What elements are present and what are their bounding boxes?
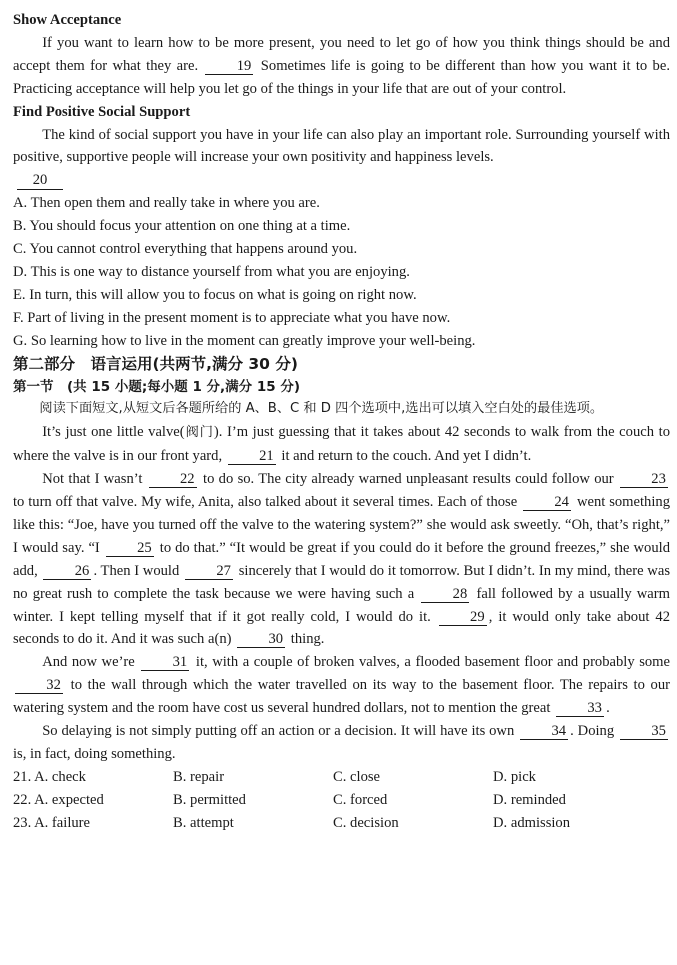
blank-23[interactable]: 23: [620, 471, 668, 488]
option-b: B. You should focus your attention on one thing at a time.: [13, 218, 351, 235]
choice-c[interactable]: C. decision: [333, 814, 399, 831]
choice-d[interactable]: D. pick: [493, 768, 536, 785]
options-list: [13, 192, 670, 352]
choice-c[interactable]: C. close: [333, 768, 381, 785]
choice-b[interactable]: B. attempt: [173, 814, 234, 831]
option-e: E. In turn, this will allow you to focus on what is going on right now.: [13, 286, 417, 303]
choice-a[interactable]: 21. A. check: [13, 768, 86, 785]
blank-33[interactable]: 33: [556, 700, 604, 717]
blank-25[interactable]: 25: [106, 540, 154, 557]
blank-32[interactable]: 32: [15, 677, 63, 694]
blank-22[interactable]: 22: [149, 471, 197, 488]
blank-34[interactable]: 34: [520, 723, 568, 740]
choice-d[interactable]: D. admission: [493, 814, 571, 831]
choice-a[interactable]: 23. A. failure: [13, 814, 91, 831]
section-heading-acceptance: Show Acceptance: [13, 12, 122, 28]
option-g: G. So learning how to live in the moment can greatly improve your well-being.: [13, 332, 476, 349]
blank-24[interactable]: 24: [523, 494, 571, 511]
option-f: F. Part of living in the present moment is to appreciate what you have now.: [13, 309, 451, 326]
paragraph-acceptance: If you want to learn how to be more present, you need to let go of how you think things should be and accept them for what they are. 19 Sometimes life is going to be different than how you want it to be. Practicing acceptance will help you let go of the things in your life that are out of your control.: [13, 34, 670, 97]
question-22: [13, 789, 670, 812]
instruction-text: 阅读下面短文,从短文后各题所给的 A、B、C 和 D 四个选项中,选出可以填入空白处的最佳选项。: [39, 401, 604, 417]
choice-a[interactable]: 22. A. expected: [13, 791, 104, 808]
blank-26[interactable]: 26: [43, 563, 91, 580]
section-one-title: 第一节 (共 15 小题;每小题 1 分,满分 15 分): [13, 378, 301, 395]
option-d: D. This is one way to distance yourself from what you are enjoying.: [13, 263, 410, 280]
blank-29[interactable]: 29: [439, 609, 487, 626]
section-heading-social-support: Find Positive Social Support: [13, 103, 191, 120]
choice-b[interactable]: B. repair: [173, 768, 225, 785]
option-c: C. You cannot control everything that happens around you.: [13, 241, 358, 258]
choice-b[interactable]: B. permitted: [173, 791, 246, 808]
question-21: [13, 766, 670, 789]
blank-31[interactable]: 31: [141, 654, 189, 671]
question-list: [13, 766, 670, 835]
choice-d[interactable]: D. reminded: [493, 791, 566, 808]
part-two-title: 第二部分 语言运用(共两节,满分 30 分): [13, 354, 298, 373]
exam-page: [13, 0, 670, 835]
blank-20[interactable]: 20: [17, 171, 63, 190]
passage-paragraph-2: Not that I wasn’t 22 to do so. The city already warned unpleasant results could follow our 23 to turn off that valve. My wife, Anita, also talked about it several times. Each of those 24 went something like this: “Joe, have you turned off the valve to the watering system?” she would ask sweetly. “Oh, that’s right,” I would say. “I 25 to do that.” “It would be great if you could do it before the ground freezes,” she would add, 26 . Then I would 27 sincerely that I would do it tomorrow. But I didn’t. In my mind, there was no great rush to complete the task because we were having such a 28 fall followed by a usually warm winter. I kept telling myself that if it got really cold, I would do it. 29 , it would only take about 42 seconds to do it. And it was such a(n) 30 thing.: [13, 471, 671, 648]
passage-paragraph-3: And now we’re 31 it, with a couple of broken valves, a flooded basement floor and probably some 32 to the wall through which the water travelled on its way to the basement floor. The repairs to our watering system and the room have cost us several hundred dollars, not to mention the great 33 .: [13, 654, 671, 717]
blank-20-line: [13, 169, 670, 192]
paragraph-social-support: The kind of social support you have in your life can also play an important role. Surrounding yourself with positive, supportive people will increase your own positivity and happiness levels.: [13, 126, 670, 166]
question-23: [13, 812, 670, 835]
blank-27[interactable]: 27: [185, 563, 233, 580]
blank-35[interactable]: 35: [620, 723, 668, 740]
blank-30[interactable]: 30: [237, 631, 285, 648]
blank-28[interactable]: 28: [421, 586, 469, 603]
blank-19[interactable]: 19: [205, 58, 253, 75]
choice-c[interactable]: C. forced: [333, 791, 388, 808]
passage-paragraph-1: It’s just one little valve(阀门). I’m just guessing that it takes about 42 seconds to walk from the couch to where the valve is in our front yard, 21 it and return to the couch. And yet I didn’t.: [13, 424, 670, 465]
blank-21[interactable]: 21: [228, 448, 276, 465]
option-a: A. Then open them and really take in where you are.: [13, 195, 320, 212]
passage-paragraph-4: So delaying is not simply putting off an action or a decision. It will have its own 34 . Doing 35 is, in fact, doing something.: [13, 720, 670, 766]
